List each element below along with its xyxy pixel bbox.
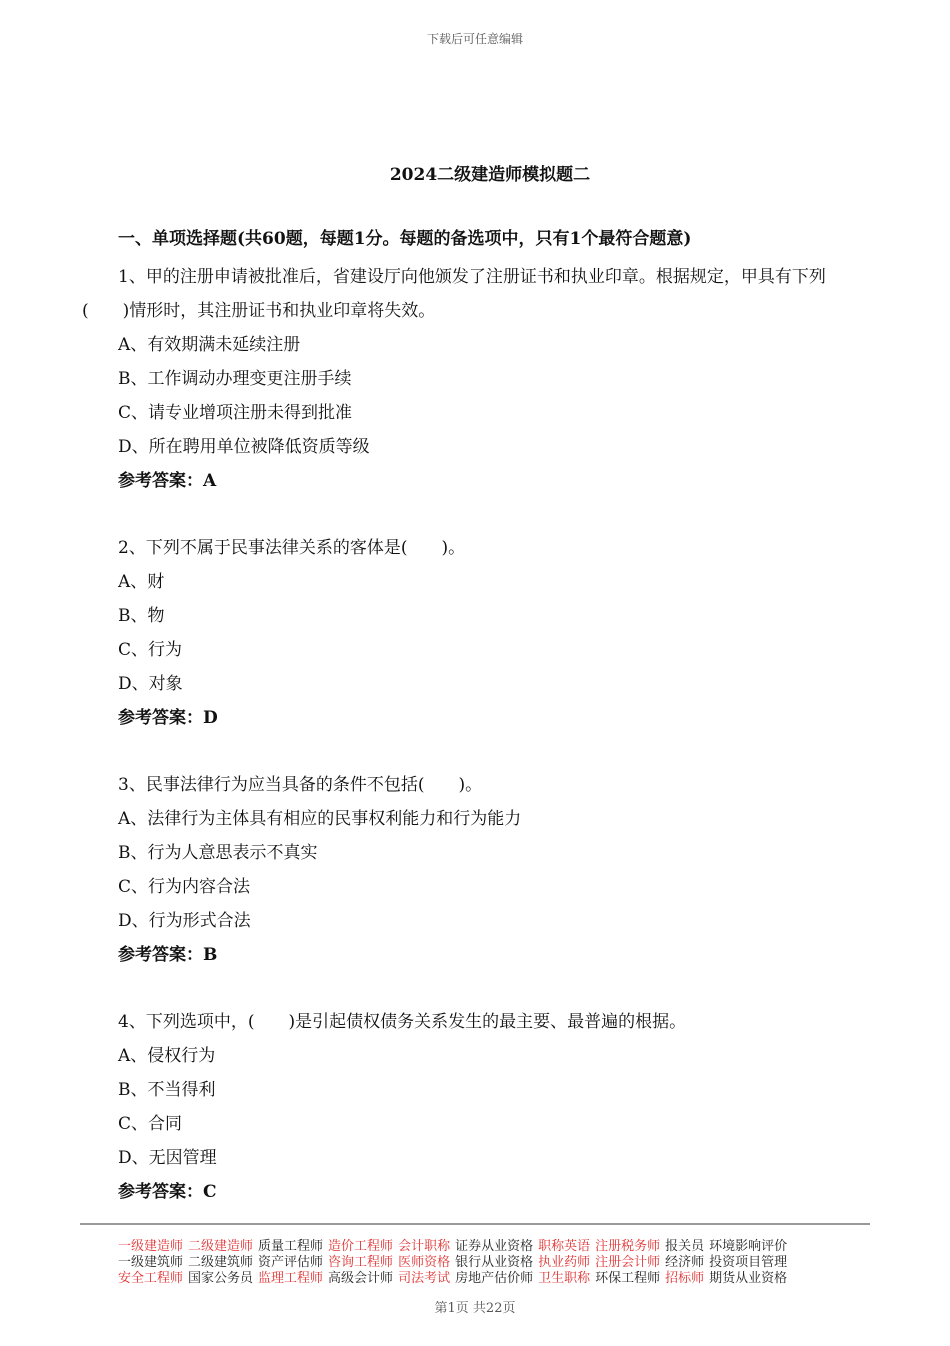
footer-link[interactable]: 招标师 (665, 1271, 705, 1286)
question-3 (82, 768, 872, 972)
page-number: 第1页 共22页 (434, 1301, 516, 1316)
question-2 (82, 531, 872, 735)
option-b: B、行为人意思表示不真实 (118, 843, 318, 863)
footer-row-1 (118, 1239, 838, 1255)
footer-link[interactable]: 经济师 (665, 1255, 705, 1270)
option-c: C、合同 (118, 1114, 183, 1134)
footer-link[interactable]: 环保工程师 (595, 1271, 661, 1286)
footer-divider (80, 1223, 870, 1225)
footer-link[interactable]: 卫生职称 (538, 1271, 591, 1286)
footer-links (118, 1239, 838, 1287)
question-text: 4、下列选项中，( )是引起债权债务关系发生的最主要、最普遍的根据。 (118, 1012, 687, 1032)
option-c: C、请专业增项注册未得到批准 (118, 403, 353, 423)
footer-link[interactable]: 高级会计师 (328, 1271, 394, 1286)
footer-link[interactable]: 国家公务员 (188, 1271, 254, 1286)
option-a: A、有效期满未延续注册 (118, 335, 301, 355)
option-d: D、所在聘用单位被降低资质等级 (118, 437, 370, 457)
footer-link[interactable]: 资产评估师 (258, 1255, 324, 1270)
question-text: 3、民事法律行为应当具备的条件不包括( )。 (118, 775, 483, 795)
footer-link[interactable]: 司法考试 (398, 1271, 451, 1286)
option-b: B、工作调动办理变更注册手续 (118, 369, 352, 389)
footer-link[interactable]: 执业药师 (538, 1255, 591, 1270)
footer-link[interactable]: 质量工程师 (258, 1239, 324, 1254)
footer-link[interactable]: 咨询工程师 (328, 1255, 394, 1270)
option-c: C、行为内容合法 (118, 877, 251, 897)
option-b: B、物 (118, 606, 165, 626)
answer: 参考答案：A (118, 471, 217, 491)
footer-link[interactable]: 职称英语 (538, 1239, 591, 1254)
answer: 参考答案：B (118, 945, 218, 965)
question-4 (82, 1005, 872, 1209)
document-body (82, 226, 872, 1242)
footer-link[interactable]: 投资项目管理 (709, 1255, 788, 1270)
footer-link[interactable]: 房地产估价师 (455, 1271, 534, 1286)
footer-link[interactable]: 证券从业资格 (455, 1239, 534, 1254)
footer-row-3 (118, 1271, 838, 1287)
footer-row-2 (118, 1255, 838, 1271)
answer: 参考答案：C (118, 1182, 217, 1202)
footer-link[interactable]: 一级建筑师 (118, 1255, 184, 1270)
footer-link[interactable]: 报关员 (665, 1239, 705, 1254)
footer-link[interactable]: 注册税务师 (595, 1239, 661, 1254)
answer: 参考答案：D (118, 708, 218, 728)
footer-link[interactable]: 二级建筑师 (188, 1255, 254, 1270)
option-d: D、对象 (118, 674, 183, 694)
footer-link[interactable]: 环境影响评价 (709, 1239, 788, 1254)
question-text: 2、下列不属于民事法律关系的客体是( )。 (118, 538, 466, 558)
header-note: 下载后可任意编辑 (426, 32, 523, 46)
footer-link[interactable]: 会计职称 (398, 1239, 451, 1254)
option-b: B、不当得利 (118, 1080, 216, 1100)
question-1 (82, 260, 872, 498)
footer-link[interactable]: 注册会计师 (595, 1255, 661, 1270)
footer-link[interactable]: 造价工程师 (328, 1239, 394, 1254)
option-a: A、财 (118, 572, 165, 592)
option-d: D、无因管理 (118, 1148, 217, 1168)
question-text: 1、甲的注册申请被批准后，省建设厅向他颁发了注册证书和执业印章。根据规定，甲具有下列( )情形时，其注册证书和执业印章将失效。 (82, 267, 826, 321)
footer-link[interactable]: 监理工程师 (258, 1271, 324, 1286)
option-d: D、行为形式合法 (118, 911, 251, 931)
footer-link[interactable]: 安全工程师 (118, 1271, 184, 1286)
footer-link[interactable]: 二级建造师 (188, 1239, 254, 1254)
option-a: A、侵权行为 (118, 1046, 216, 1066)
footer-link[interactable]: 一级建造师 (118, 1239, 184, 1254)
footer-link[interactable]: 医师资格 (398, 1255, 451, 1270)
footer-link[interactable]: 期货从业资格 (709, 1271, 788, 1286)
option-c: C、行为 (118, 640, 183, 660)
option-a: A、法律行为主体具有相应的民事权利能力和行为能力 (118, 809, 522, 829)
section-heading: 一、单项选择题(共60题，每题1分。每题的备选项中，只有1个最符合题意) (118, 229, 692, 249)
document-title: 2024二级建造师模拟题二 (389, 165, 591, 185)
footer-link[interactable]: 银行从业资格 (455, 1255, 534, 1270)
